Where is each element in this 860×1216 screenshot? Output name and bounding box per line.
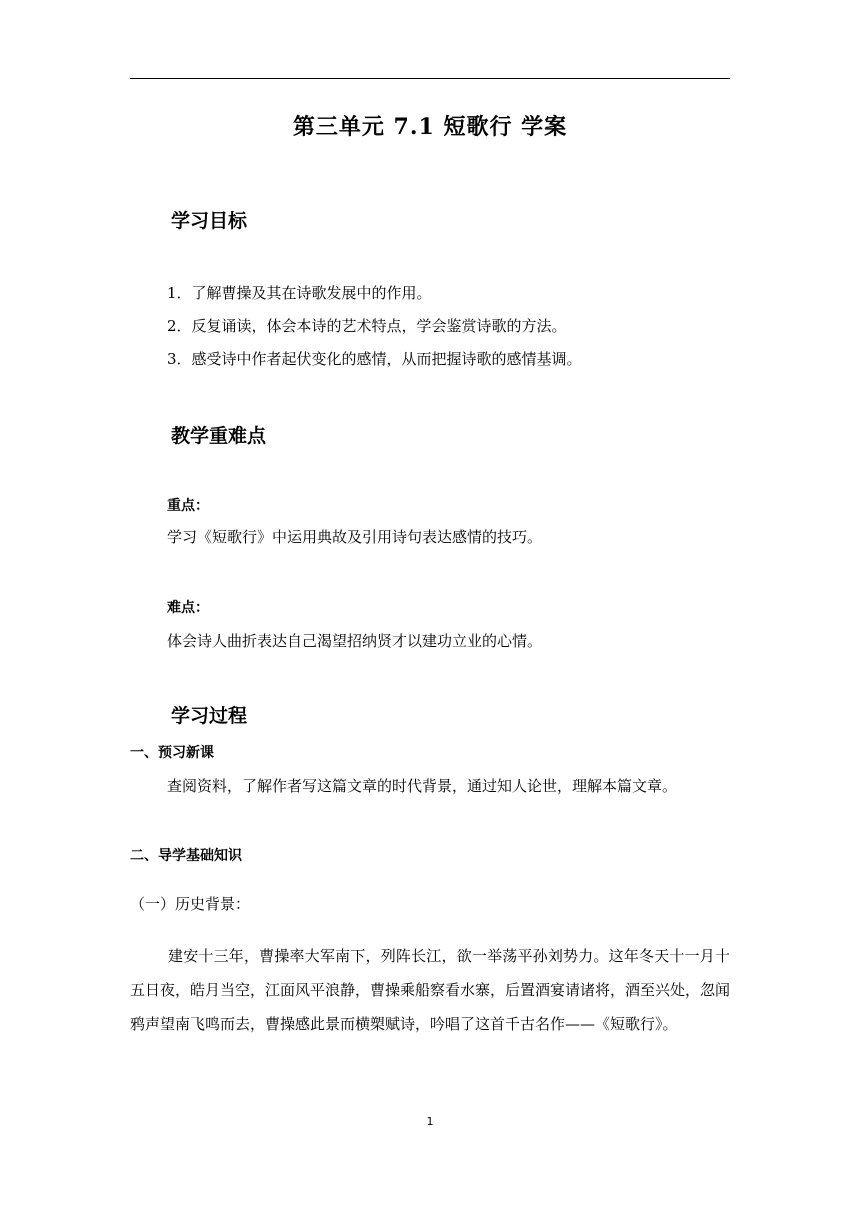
page-number: 1 [426,1115,434,1128]
goal-item-2: 2．反复诵读，体会本诗的艺术特点，学会鉴赏诗歌的方法。 [167,317,567,335]
document-title: 第三单元 7.1 短歌行 学案 [292,114,568,140]
key-point-label: 重点： [167,498,209,514]
goal-item-3: 3．感受诗中作者起伏变化的感情，从而把握诗歌的感情基调。 [167,350,582,368]
heading-key-difficult-points: 教学重难点 [171,425,267,447]
part2-heading: 二、导学基础知识 [130,848,242,864]
goal-item-1: 1．了解曹操及其在诗歌发展中的作用。 [167,284,432,302]
heading-learning-goals: 学习目标 [171,210,248,232]
key-point-text: 学习《短歌行》中运用典故及引用诗句表达感情的技巧。 [167,528,543,546]
difficult-point-label: 难点： [167,600,209,616]
background-paragraph: 建安十三年，曹操率大军南下，列阵长江，欲一举荡平孙刘势力。这年冬天十一月十五日夜，皓月当空，江面风平浪静，曹操乘船察看水寨，后置酒宴请诸将，酒至兴处，忽闻鸦声望南飞鸣而去，曹操感此景而横槊赋诗，吟唱了这首千古名作——《短歌行》。 [130,947,731,1033]
heading-learning-process: 学习过程 [171,705,248,727]
difficult-point-text: 体会诗人曲折表达自己渴望招纳贤才以建功立业的心情。 [167,632,543,650]
header-rule [130,78,730,79]
part1-heading: 一、预习新课 [130,745,214,761]
part1-text: 查阅资料，了解作者写这篇文章的时代背景，通过知人论世，理解本篇文章。 [167,777,678,795]
sub1-heading: （一）历史背景： [130,895,251,913]
